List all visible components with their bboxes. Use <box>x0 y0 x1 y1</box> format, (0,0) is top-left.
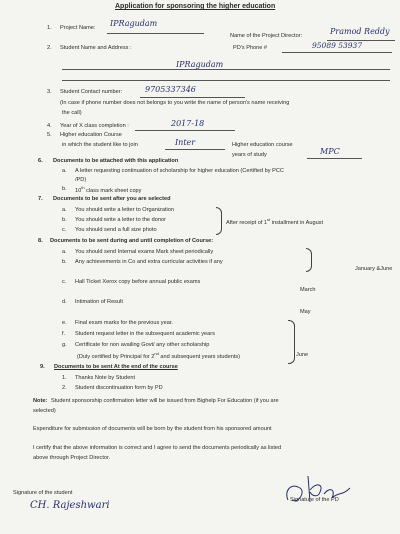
section-heading-selected: Documents to be sent after you are selected <box>53 196 171 202</box>
student-name-label: Student Name and Address : <box>60 45 132 51</box>
item-number: 5. <box>47 132 52 138</box>
note-line1: Student sponsorship confirmation letter will be issued from Bighelp For Education (if you are <box>51 398 279 404</box>
after-installment-note: After receipt of 1st installment in August <box>226 217 324 226</box>
list-marker: 2. <box>62 385 67 391</box>
project-name-line <box>107 33 204 34</box>
item-number: 1. <box>47 25 52 31</box>
during-ab-brace <box>306 248 312 272</box>
project-director-value[interactable]: Pramod Reddy <box>330 27 390 36</box>
item-number: 6. <box>38 158 43 164</box>
course-line <box>165 149 225 150</box>
project-name-value[interactable]: IPRagudam <box>110 19 158 28</box>
list-marker: e. <box>62 320 67 326</box>
selected-item-a: You should write a letter to Organization <box>75 207 174 213</box>
course-years-value[interactable]: MPC <box>320 147 340 156</box>
course-years-label-2: years of study <box>232 152 267 158</box>
list-marker: a. <box>62 249 67 255</box>
student-name-value[interactable]: IPRagudam <box>176 60 224 69</box>
pd-signature-label: Signature of the PD <box>290 497 339 503</box>
contact-note-line1: (In case if phone number does not belongs to you write the name of person's name receiving <box>60 100 290 106</box>
address-line-1 <box>62 69 390 70</box>
certify-line1: I certify that the above information is correct and I agree to send the documents periodically as listed <box>33 445 282 451</box>
course-label-2: in which the student like to join <box>62 142 138 148</box>
course-years-label-1: Higher education course <box>232 142 293 148</box>
list-marker: b. <box>62 186 67 192</box>
item-number: 4. <box>47 123 52 129</box>
address-line-2 <box>62 80 390 81</box>
list-marker: a. <box>62 168 67 174</box>
during-item-b: Any achievements in Co and extra curricular activities if any <box>75 259 223 265</box>
list-marker: c. <box>62 279 67 285</box>
list-marker: a. <box>62 207 67 213</box>
pd-phone-line <box>282 52 392 53</box>
during-item-c: Hall Ticket Xerox copy before annual public exams <box>75 279 201 285</box>
section-heading-during: Documents to be sent during and until completion of Course: <box>50 238 214 244</box>
attached-item-b: 10th class mark sheet copy <box>75 185 142 194</box>
x-completion-value[interactable]: 2017-18 <box>171 119 205 128</box>
note-line2: selected) <box>33 408 56 414</box>
student-signature-value[interactable]: CH. Rajeshwari <box>30 500 110 511</box>
end-item-2: Student discontinuation form by PD <box>75 385 163 391</box>
during-item-d: Intimation of Result <box>75 299 123 305</box>
during-item-g-note: (Duly certified by Principal for 2nd and subsequent years students) <box>77 351 241 360</box>
pd-signature-scribble <box>280 470 360 510</box>
during-item-g: Certificate for non availing Govt/ any other scholarship <box>75 342 210 348</box>
list-marker: b. <box>62 259 67 265</box>
list-marker: g. <box>62 342 67 348</box>
certify-line2: above through Project Director. <box>33 455 111 461</box>
course-label-1: Higher education Course <box>60 132 122 138</box>
note-label: Note: <box>33 398 48 404</box>
schedule-march: March <box>300 287 316 293</box>
section-heading-end: Documents to be sent At the end of the course <box>54 364 178 370</box>
list-marker: f. <box>62 331 66 337</box>
list-marker: d. <box>62 299 67 305</box>
item-number: 8. <box>38 238 43 244</box>
form-title: Application for sponsoring the higher education <box>115 3 276 10</box>
pd-phone-label: PD's Phone # <box>233 45 268 51</box>
during-item-f: Student request letter in the subsequent academic years <box>75 331 215 337</box>
selected-item-b: You should write a letter to the donor <box>75 217 166 223</box>
section-heading-attached: Documents to be attached with this application <box>53 158 179 164</box>
item-number: 7. <box>38 196 43 202</box>
course-years-line <box>307 158 362 159</box>
end-item-1: Thanks Note by Student <box>75 375 136 381</box>
selected-items-brace <box>216 207 222 235</box>
project-name-label: Project Name: <box>60 25 96 31</box>
contact-number-label: Student Contact number: <box>60 89 123 95</box>
item-number: 2. <box>47 45 52 51</box>
x-completion-line <box>135 130 235 131</box>
item-number: 3. <box>47 89 52 95</box>
list-marker: b. <box>62 217 67 223</box>
schedule-may: May <box>300 309 311 315</box>
student-signature-label: Signature of the student <box>13 490 73 496</box>
contact-note-line2: the call) <box>62 110 82 116</box>
course-value[interactable]: Inter <box>175 138 196 147</box>
schedule-jan-june: January &June <box>355 266 393 272</box>
during-efg-brace <box>288 320 295 364</box>
project-director-label: Name of the Project Director: <box>230 33 303 39</box>
attached-item-a-line2: /PD) <box>75 177 87 183</box>
x-completion-label: Year of X class completion : <box>60 123 129 129</box>
attached-item-a-line1: A letter requesting continuation of scholarship for higher education (Certified by PCC <box>75 168 284 174</box>
pd-phone-value[interactable]: 95089 53937 <box>312 41 363 50</box>
list-marker: 1. <box>62 375 67 381</box>
selected-item-c: You should send a full size photo <box>75 227 157 233</box>
expenditure-text: Expenditure for submission of documents will be born by the student from his sponsored amount <box>33 426 272 432</box>
list-marker: c. <box>62 227 67 233</box>
item-number: 9. <box>40 364 45 370</box>
contact-number-line <box>140 97 245 98</box>
during-item-a: You should send Internal exams Mark sheet periodically <box>75 249 214 255</box>
during-item-e: Final exam marks for the previous year. <box>75 320 173 326</box>
contact-number-value[interactable]: 9705337346 <box>145 85 196 94</box>
schedule-june: June <box>296 352 309 358</box>
